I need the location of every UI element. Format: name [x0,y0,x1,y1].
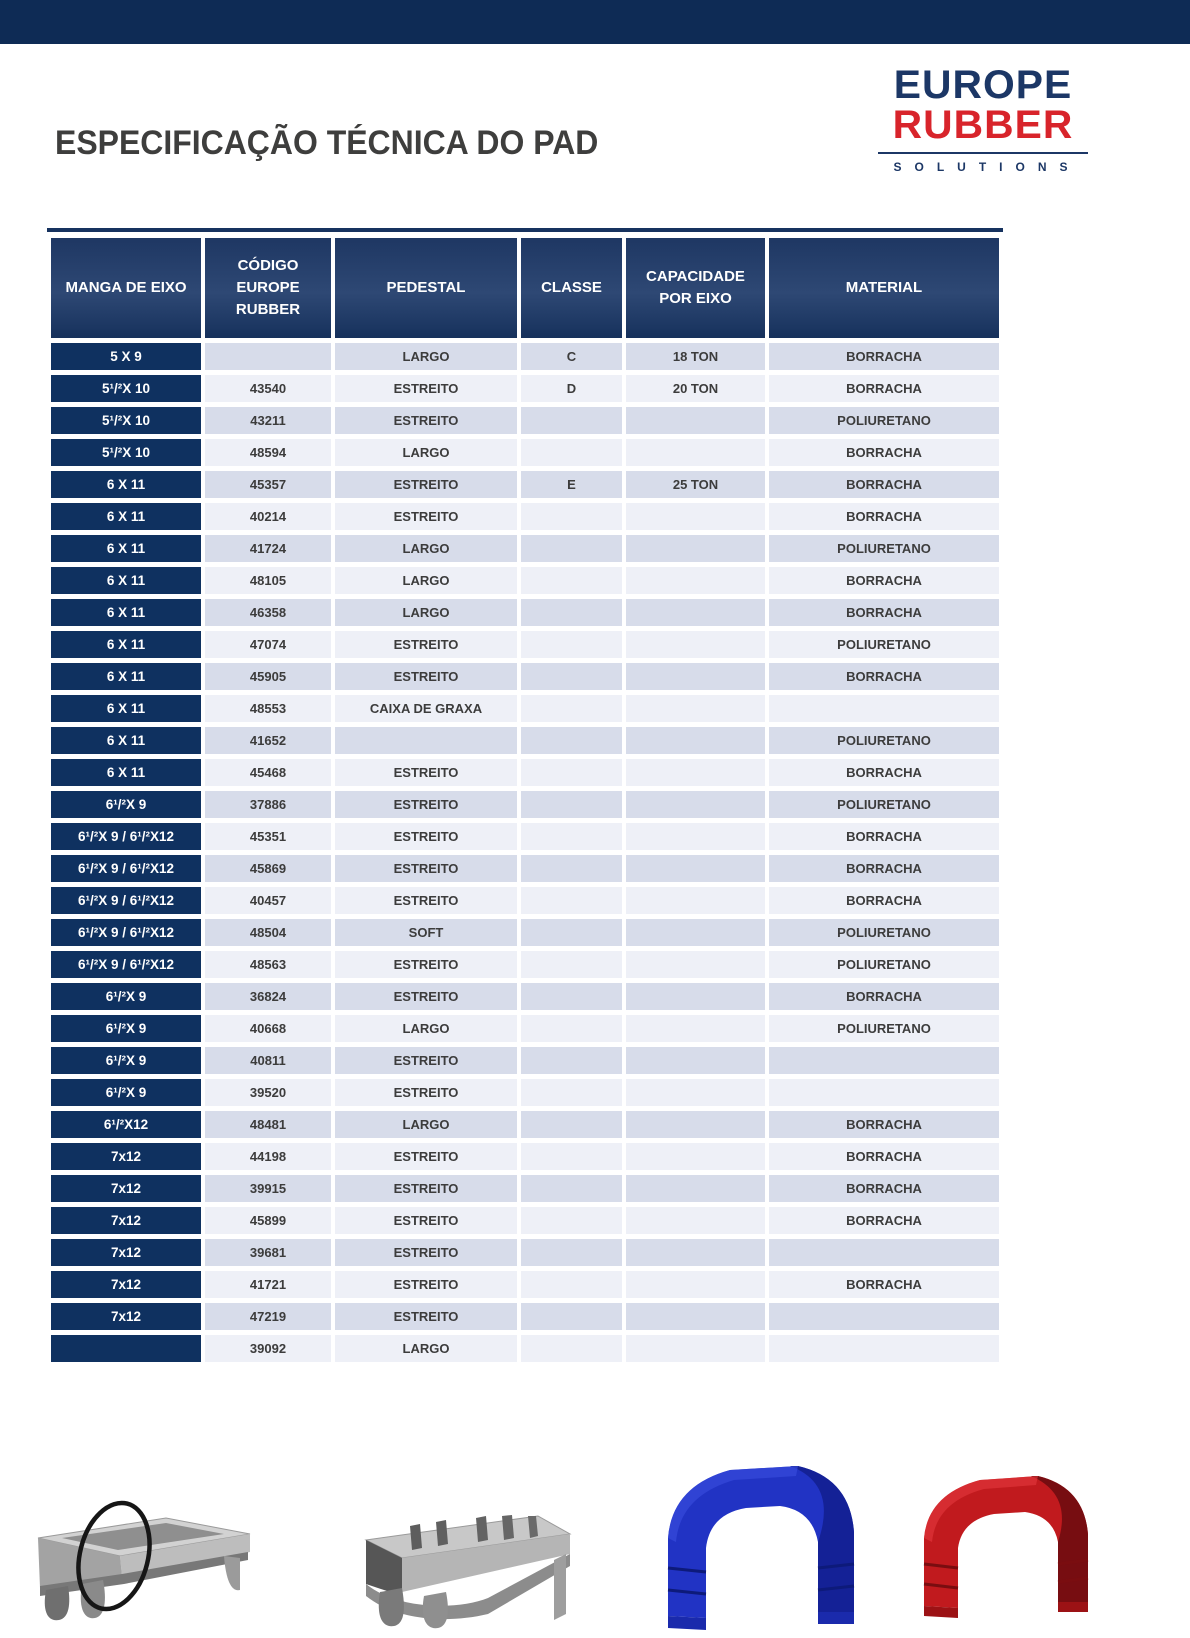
classe-cell [521,535,622,562]
classe-cell [521,759,622,786]
material-cell: BORRACHA [769,439,999,466]
codigo-cell: 48481 [205,1111,331,1138]
codigo-cell: 45351 [205,823,331,850]
capacidade-cell [626,1079,765,1106]
classe-cell [521,1143,622,1170]
table-row [51,1335,999,1362]
manga-cell: 5¹/²X 10 [51,439,201,466]
material-cell [769,1335,999,1362]
manga-cell: 6¹/²X 9 / 6¹/²X12 [51,951,201,978]
classe-cell [521,855,622,882]
table-row [51,663,999,690]
table-row [51,439,999,466]
pedestal-cell: LARGO [335,1335,517,1362]
company-logo [876,63,1090,175]
pedestal-cell: ESTREITO [335,1143,517,1170]
material-cell: BORRACHA [769,567,999,594]
capacidade-cell [626,695,765,722]
classe-cell [521,1303,622,1330]
table-row [51,823,999,850]
capacidade-cell [626,951,765,978]
classe-cell [521,663,622,690]
table-body [51,343,999,1362]
codigo-cell: 39092 [205,1335,331,1362]
codigo-cell: 40811 [205,1047,331,1074]
top-bar [0,0,1190,44]
classe-cell [521,727,622,754]
codigo-cell: 48504 [205,919,331,946]
table-row [51,919,999,946]
manga-cell: 6 X 11 [51,471,201,498]
pad-render-blue [650,1450,878,1638]
codigo-cell: 48553 [205,695,331,722]
manga-cell: 6 X 11 [51,727,201,754]
table-row [51,951,999,978]
table-row [51,631,999,658]
pedestal-cell: ESTREITO [335,983,517,1010]
classe-cell [521,791,622,818]
manga-cell: 6¹/²X 9 / 6¹/²X12 [51,855,201,882]
table-row [51,855,999,882]
capacidade-cell [626,407,765,434]
table-row [51,759,999,786]
table-row [51,343,999,370]
table-row [51,1175,999,1202]
page-title: ESPECIFICAÇÃO TÉCNICA DO PAD [55,124,599,162]
material-cell [769,1079,999,1106]
manga-cell: 7x12 [51,1271,201,1298]
pedestal-cell: LARGO [335,439,517,466]
table-row [51,1047,999,1074]
pedestal-cell: ESTREITO [335,631,517,658]
capacidade-cell [626,887,765,914]
codigo-cell [205,343,331,370]
material-cell: BORRACHA [769,759,999,786]
manga-cell: 6 X 11 [51,631,201,658]
capacidade-cell [626,631,765,658]
material-cell: POLIURETANO [769,727,999,754]
codigo-cell: 37886 [205,791,331,818]
manga-cell: 6 X 11 [51,759,201,786]
capacidade-cell [626,1015,765,1042]
material-cell: BORRACHA [769,503,999,530]
material-cell: POLIURETANO [769,535,999,562]
manga-cell: 6¹/²X 9 / 6¹/²X12 [51,887,201,914]
manga-cell: 6¹/²X 9 [51,791,201,818]
capacidade-cell [626,1175,765,1202]
codigo-cell: 39681 [205,1239,331,1266]
codigo-cell: 46358 [205,599,331,626]
classe-cell: E [521,471,622,498]
capacidade-cell [626,535,765,562]
spec-table [47,233,1003,1367]
capacidade-cell [626,567,765,594]
pedestal-cell: ESTREITO [335,1271,517,1298]
capacidade-cell [626,1303,765,1330]
pedestal-cell: ESTREITO [335,1175,517,1202]
classe-cell [521,695,622,722]
classe-cell [521,1271,622,1298]
pedestal-cell: SOFT [335,919,517,946]
manga-cell: 6¹/²X 9 / 6¹/²X12 [51,823,201,850]
codigo-cell: 45357 [205,471,331,498]
pedestal-cell: ESTREITO [335,887,517,914]
logo-divider [878,152,1088,154]
codigo-cell: 41721 [205,1271,331,1298]
capacidade-cell [626,823,765,850]
material-cell: BORRACHA [769,1111,999,1138]
manga-cell: 7x12 [51,1143,201,1170]
table-row [51,727,999,754]
table-row [51,407,999,434]
manga-cell: 6 X 11 [51,567,201,594]
manga-cell [51,1335,201,1362]
table-row [51,791,999,818]
manga-cell: 6 X 11 [51,695,201,722]
logo-word-europe: EUROPE [893,63,1073,107]
material-cell: POLIURETANO [769,791,999,818]
table-row [51,1015,999,1042]
codigo-cell: 44198 [205,1143,331,1170]
codigo-cell: 40214 [205,503,331,530]
capacidade-cell [626,1143,765,1170]
codigo-cell: 48594 [205,439,331,466]
codigo-cell: 48105 [205,567,331,594]
classe-cell [521,503,622,530]
header-classe: CLASSE [521,238,622,338]
classe-cell [521,823,622,850]
classe-cell [521,1207,622,1234]
pedestal-cell: ESTREITO [335,1079,517,1106]
capacidade-cell [626,599,765,626]
classe-cell [521,1239,622,1266]
capacidade-cell [626,759,765,786]
capacidade-cell [626,1271,765,1298]
pedestal-cell: LARGO [335,343,517,370]
pedestal-cell: ESTREITO [335,1303,517,1330]
pedestal-cell: ESTREITO [335,791,517,818]
manga-cell: 6¹/²X12 [51,1111,201,1138]
material-cell: BORRACHA [769,1175,999,1202]
material-cell: BORRACHA [769,983,999,1010]
capacidade-cell [626,439,765,466]
pedestal-cell: CAIXA DE GRAXA [335,695,517,722]
pedestal-cell [335,727,517,754]
manga-cell: 5¹/²X 10 [51,407,201,434]
pad-render-gray-ribbed [336,1496,578,1636]
material-cell: POLIURETANO [769,407,999,434]
manga-cell: 6 X 11 [51,663,201,690]
codigo-cell: 43540 [205,375,331,402]
table-row [51,471,999,498]
capacidade-cell [626,1047,765,1074]
table-row [51,887,999,914]
header-codigo: CÓDIGO EUROPE RUBBER [205,238,331,338]
table-row [51,983,999,1010]
material-cell: POLIURETANO [769,951,999,978]
pedestal-cell: LARGO [335,567,517,594]
header-pedestal: PEDESTAL [335,238,517,338]
pedestal-cell: ESTREITO [335,823,517,850]
pedestal-cell: ESTREITO [335,759,517,786]
pedestal-cell: ESTREITO [335,1047,517,1074]
capacidade-cell [626,727,765,754]
material-cell [769,1047,999,1074]
logo-word-solutions: SOLUTIONS [893,160,1081,175]
material-cell: BORRACHA [769,1271,999,1298]
material-cell: BORRACHA [769,663,999,690]
classe-cell [521,599,622,626]
pedestal-cell: ESTREITO [335,503,517,530]
pedestal-cell: LARGO [335,1015,517,1042]
capacidade-cell [626,855,765,882]
codigo-cell: 45468 [205,759,331,786]
classe-cell [521,983,622,1010]
classe-cell [521,407,622,434]
material-cell: POLIURETANO [769,631,999,658]
table-row [51,1079,999,1106]
material-cell: POLIURETANO [769,919,999,946]
manga-cell: 6 X 11 [51,599,201,626]
pedestal-cell: LARGO [335,599,517,626]
classe-cell [521,1047,622,1074]
codigo-cell: 45899 [205,1207,331,1234]
manga-cell: 7x12 [51,1207,201,1234]
capacidade-cell [626,983,765,1010]
classe-cell [521,1335,622,1362]
material-cell: BORRACHA [769,599,999,626]
material-cell: BORRACHA [769,1143,999,1170]
material-cell: POLIURETANO [769,1015,999,1042]
capacidade-cell [626,1207,765,1234]
codigo-cell: 39915 [205,1175,331,1202]
manga-cell: 6¹/²X 9 [51,1079,201,1106]
manga-cell: 7x12 [51,1303,201,1330]
codigo-cell: 40668 [205,1015,331,1042]
table-row [51,535,999,562]
pad-render-gray-wide-with-cable [26,1490,258,1628]
codigo-cell: 47219 [205,1303,331,1330]
pedestal-cell: LARGO [335,1111,517,1138]
capacidade-cell: 20 TON [626,375,765,402]
pad-render-red [910,1462,1108,1624]
table-row [51,375,999,402]
capacidade-cell [626,919,765,946]
classe-cell: C [521,343,622,370]
manga-cell: 5 X 9 [51,343,201,370]
table-row [51,1111,999,1138]
capacidade-cell [626,1111,765,1138]
product-images-row [0,1440,1190,1634]
classe-cell [521,567,622,594]
table-row [51,1239,999,1266]
material-cell: BORRACHA [769,375,999,402]
pedestal-cell: ESTREITO [335,471,517,498]
manga-cell: 6¹/²X 9 [51,1015,201,1042]
table-row [51,1303,999,1330]
material-cell: BORRACHA [769,855,999,882]
codigo-cell: 39520 [205,1079,331,1106]
pedestal-cell: ESTREITO [335,1207,517,1234]
table-row [51,1143,999,1170]
capacidade-cell [626,1239,765,1266]
capacidade-cell: 18 TON [626,343,765,370]
table-row [51,503,999,530]
capacidade-cell [626,663,765,690]
classe-cell [521,1079,622,1106]
codigo-cell: 48563 [205,951,331,978]
classe-cell: D [521,375,622,402]
manga-cell: 6 X 11 [51,503,201,530]
classe-cell [521,951,622,978]
classe-cell [521,919,622,946]
table-row [51,599,999,626]
material-cell: BORRACHA [769,887,999,914]
codigo-cell: 40457 [205,887,331,914]
pedestal-cell: ESTREITO [335,1239,517,1266]
capacidade-cell [626,791,765,818]
pedestal-cell: ESTREITO [335,663,517,690]
pedestal-cell: ESTREITO [335,375,517,402]
manga-cell: 7x12 [51,1239,201,1266]
classe-cell [521,1015,622,1042]
material-cell: BORRACHA [769,471,999,498]
codigo-cell: 43211 [205,407,331,434]
material-cell [769,1303,999,1330]
table-row [51,1271,999,1298]
material-cell: BORRACHA [769,823,999,850]
pedestal-cell: LARGO [335,535,517,562]
material-cell [769,695,999,722]
table-row [51,695,999,722]
capacidade-cell [626,1335,765,1362]
codigo-cell: 41724 [205,535,331,562]
material-cell: BORRACHA [769,1207,999,1234]
header-material: MATERIAL [769,238,999,338]
table-top-border [47,228,1003,232]
classe-cell [521,1175,622,1202]
pedestal-cell: ESTREITO [335,951,517,978]
spec-table-section [47,228,1003,1367]
classe-cell [521,439,622,466]
material-cell: BORRACHA [769,343,999,370]
codigo-cell: 41652 [205,727,331,754]
capacidade-cell [626,503,765,530]
table-row [51,1207,999,1234]
header-capacidade: CAPACIDADE POR EIXO [626,238,765,338]
classe-cell [521,1111,622,1138]
logo-word-rubber: RUBBER [892,103,1074,148]
capacidade-cell: 25 TON [626,471,765,498]
pedestal-cell: ESTREITO [335,855,517,882]
codigo-cell: 45869 [205,855,331,882]
manga-cell: 6¹/²X 9 [51,1047,201,1074]
table-row [51,567,999,594]
classe-cell [521,887,622,914]
manga-cell: 5¹/²X 10 [51,375,201,402]
header-manga-de-eixo: MANGA DE EIXO [51,238,201,338]
classe-cell [521,631,622,658]
codigo-cell: 47074 [205,631,331,658]
codigo-cell: 36824 [205,983,331,1010]
pedestal-cell: ESTREITO [335,407,517,434]
manga-cell: 6 X 11 [51,535,201,562]
table-header [51,238,999,338]
manga-cell: 7x12 [51,1175,201,1202]
material-cell [769,1239,999,1266]
codigo-cell: 45905 [205,663,331,690]
manga-cell: 6¹/²X 9 [51,983,201,1010]
manga-cell: 6¹/²X 9 / 6¹/²X12 [51,919,201,946]
